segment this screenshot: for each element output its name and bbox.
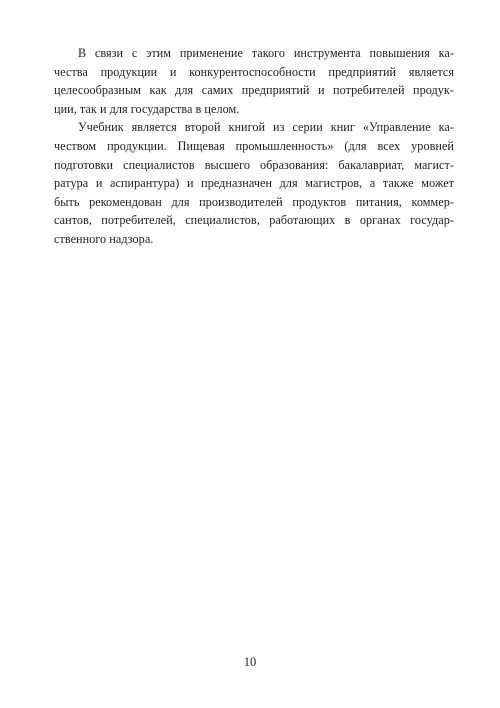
text-line: сантов, потребителей, специалистов, работающих в органах государ- <box>54 213 454 228</box>
paragraph-1 <box>54 44 454 118</box>
paragraph-2 <box>54 118 454 248</box>
text-line: ции, так и для государства в целом. <box>54 101 240 116</box>
text-line: подготовки специалистов высшего образования: бакалавриат, магист- <box>54 157 454 172</box>
text-line: чества продукции и конкурентоспособности предприятий является <box>54 64 454 79</box>
text-line: целесообразным как для самих предприятий и потребителей продук- <box>54 83 454 98</box>
text-line: Учебник является второй книгой из серии книг «Управление ка- <box>78 120 454 135</box>
text-line: В связи с этим применение такого инструмента повышения ка- <box>78 46 454 60</box>
page-number: 10 <box>243 655 257 669</box>
text-line: быть рекомендован для производителей продуктов питания, коммер- <box>54 194 454 209</box>
body-text <box>54 44 454 249</box>
text-line: ственного надзора. <box>54 231 154 246</box>
text-line: ратура и аспирантура) и предназначен для магистров, а также может <box>54 176 454 191</box>
text-line: чеством продукции. Пищевая промышленность» (для всех уровней <box>54 138 454 153</box>
